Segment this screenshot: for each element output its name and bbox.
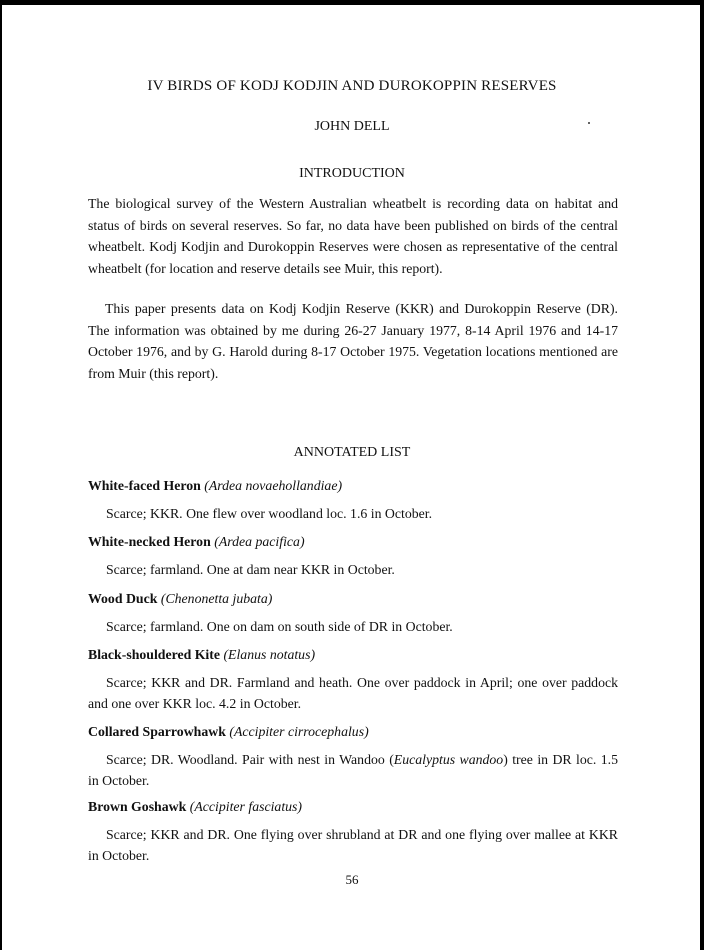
species-common-name: White-faced Heron	[88, 478, 201, 493]
introduction-heading: INTRODUCTION	[299, 166, 405, 181]
species-scientific-name: (Accipiter fasciatus)	[189, 799, 303, 814]
scan-border-top	[0, 0, 704, 5]
species-description: Scarce; farmland. One on dam on south side of DR in October.	[106, 619, 453, 634]
species-scientific-name: (Ardea novaehollandiae)	[204, 478, 343, 493]
species-entry-heading	[88, 724, 618, 740]
species-entry-heading	[88, 478, 618, 494]
species-common-name: White-necked Heron	[88, 534, 211, 549]
species-common-name: Collared Sparrowhawk	[88, 724, 226, 739]
species-scientific-name: (Chenonetta jubata)	[160, 591, 273, 606]
intro-paragraph-2: This paper presents data on Kodj Kodjin Reserve (KKR) and Durokoppin Reserve (DR). The information was obtained by me during 26-27 January 1977, 8-14 April 1976 and 14-17 October 1976, and by G. Harold during 8-17 October 1975. Vegetation locations mentioned are from Muir (this report).	[88, 301, 618, 381]
scan-border-right	[700, 0, 704, 950]
document-title: IV BIRDS OF KODJ KODJIN AND DUROKOPPIN RESERVES	[147, 78, 557, 94]
species-description: Scarce; KKR. One flew over woodland loc. 1.6 in October.	[106, 506, 433, 521]
intro-paragraph-1: The biological survey of the Western Australian wheatbelt is recording data on habitat and status of birds on several reserves. So far, no data have been published on birds of the central wheatbelt. Kodj Kodjin and Durokoppin Reserves were chosen as representative of the central wheatbelt (for location and reserve details see Muir, this report).	[88, 196, 618, 276]
document-author: JOHN DELL	[314, 119, 390, 134]
species-common-name: Brown Goshawk	[88, 799, 187, 814]
species-scientific-name: (Ardea pacifica)	[214, 534, 305, 549]
scan-border-left	[0, 0, 2, 950]
page-number: 56	[345, 872, 359, 887]
species-description: Scarce; KKR and DR. One flying over shrubland at DR and one flying over mallee at KKR in October.	[88, 827, 618, 863]
species-description: Scarce; KKR and DR. Farmland and heath. One over paddock in April; one over paddock and one over KKR loc. 4.2 in October.	[88, 675, 618, 711]
species-scientific-name: (Elanus notatus)	[223, 647, 316, 662]
annotated-list-heading: ANNOTATED LIST	[293, 445, 411, 460]
species-common-name: Wood Duck	[88, 591, 158, 606]
species-description-scientific-name: Eucalyptus wandoo	[393, 752, 504, 767]
species-description: Scarce; DR. Woodland. Pair with nest in Wandoo (Eucalyptus wandoo) tree in DR loc. 1.5 in October.	[88, 752, 619, 788]
species-entry-heading	[88, 799, 618, 815]
species-entry-heading	[88, 534, 618, 550]
species-description: Scarce; farmland. One at dam near KKR in October.	[106, 562, 395, 577]
species-entry-heading	[88, 591, 618, 607]
species-entry-heading	[88, 647, 618, 663]
species-common-name: Black-shouldered Kite	[88, 647, 220, 662]
species-scientific-name: (Accipiter cirrocephalus)	[229, 724, 369, 739]
